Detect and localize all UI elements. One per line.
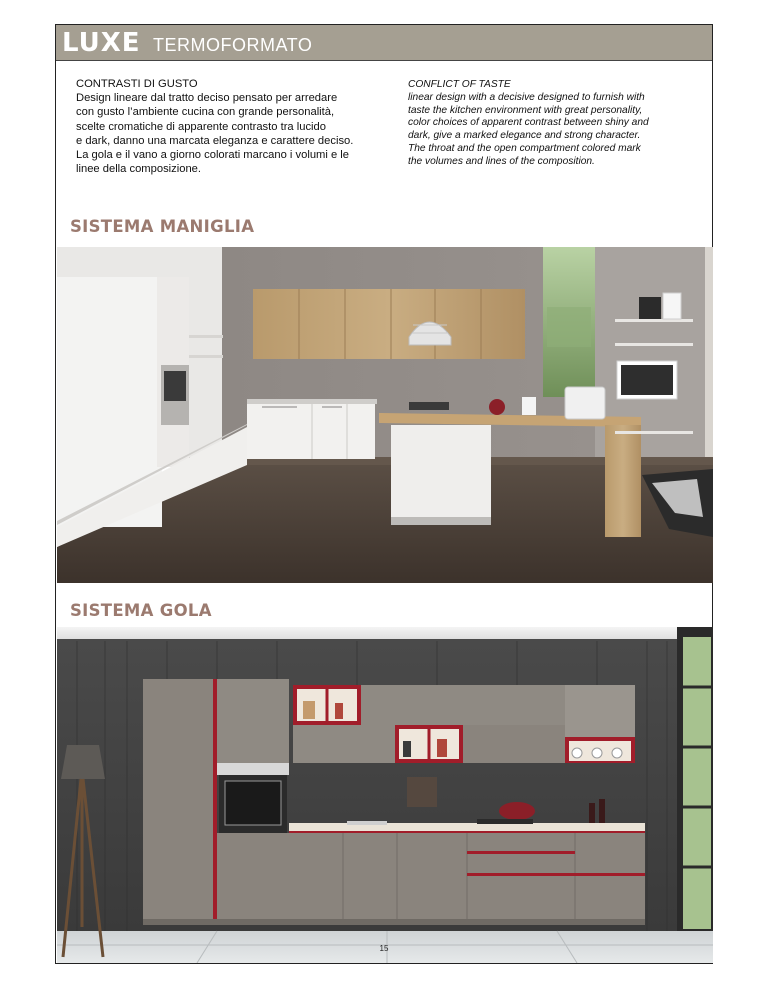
intro-english-line: taste the kitchen environment with great personality, (408, 104, 643, 116)
page-number: 15 (379, 944, 389, 953)
series-subtitle: TERMOFORMATO (153, 35, 313, 55)
intro-english-line: color choices of apparent contrast between shiny and (408, 117, 649, 129)
section-title-handle-system: SISTEMA MANIGLIA (70, 217, 255, 236)
kitchen-photo-gola-system (57, 627, 713, 963)
intro-italian-line: con gusto l’ambiente cucina con grande personalità, (76, 106, 335, 119)
intro-italian-line: La gola e il vano a giorno colorati marcano i volumi e le (76, 149, 350, 162)
intro-italian-line: Design lineare dal tratto deciso pensato per arredare (76, 92, 338, 105)
kitchen-photo-handle-system (57, 247, 713, 583)
intro-italian-title: CONTRASTI DI GUSTO (76, 78, 198, 90)
page-header (56, 25, 712, 61)
intro-english-line: dark, give a marked elegance and strong character. (408, 130, 641, 142)
intro-english-line: linear design with a decisive designed to furnish with (408, 91, 645, 103)
intro-english-line: the volumes and lines of the composition. (408, 155, 595, 167)
intro-english (408, 79, 708, 169)
intro-english-title: CONFLICT OF TASTE (408, 79, 511, 90)
intro-italian (76, 77, 396, 176)
intro-italian-line: e dark, danno una marcata eleganza e carattere deciso. (76, 134, 354, 147)
brand-title: LUXE (62, 28, 141, 58)
intro-italian-line: scelte cromatiche di apparente contrasto tra lucido (76, 120, 326, 133)
page-frame (55, 24, 713, 964)
intro-english-line: The throat and the open compartment colored mark (408, 142, 641, 154)
intro-italian-line: linee della composizione. (76, 163, 202, 176)
section-title-gola-system: SISTEMA GOLA (70, 601, 212, 620)
